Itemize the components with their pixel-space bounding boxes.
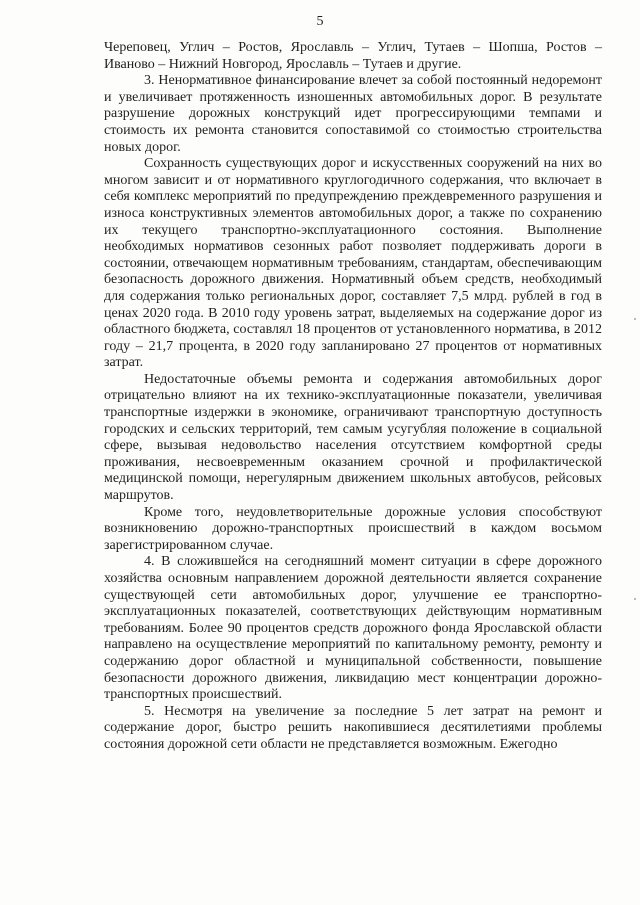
page-number: 5 <box>316 14 324 29</box>
paragraph-insufficient-volumes: Недостаточные объемы ремонта и содержания автомобильных дорог отрицательно влияют на их технико-эксплуатационные показатели, увеличивая транспортные издержки в экономике, ограничивают транспортную доступность городских и сельских территорий, тем самым усугубляя положение в социальной сфере, вызывая недовольство населения отсутствием комфортной среды проживания, несвоевременным оказанием срочной и профилактической медицинской помощи, нерегулярным движением школьных автобусов, рейсовых маршрутов. <box>104 371 602 504</box>
paragraph-4-current-situation: 4. В сложившейся на сегодняшний момент ситуации в сфере дорожного хозяйства основным направлением дорожной деятельности является сохранение существующей сети автомобильных дорог, улучшение ее транспортно-эксплуатационных показателей, соответствующих действующим нормативным требованиям. Более 90 процентов средств дорожного фонда Ярославской области направлено на осуществление мероприятий по капитальному ремонту, ремонту и содержанию дорог областной и муниципальной собственности, повышение безопасности дорожного движения, ликвидацию мест концентрации дорожно-транспортных происшествий. <box>104 554 602 703</box>
paragraph-maintenance: Сохранность существующих дорог и искусственных сооружений на них во многом зависит и от нормативного круглогодичного содержания, что включает в себя комплекс мероприятий по предупреждению преждевременного разрушения и износа конструктивных элементов автомобильных дорог, а также по сохранению их текущего транспортно-эксплуатационного состояния. Выполнение необходимых нормативов сезонных работ позволяет поддерживать дороги в состоянии, отвечающем нормативным требованиям, стандартам, обеспечивающим безопасность дорожного движения. Нормативный объем средств, необходимый для содержания только региональных дорог, составляет 7,5 млрд. рублей в год в ценах 2020 года. В 2010 году уровень затрат, выделяемых на содержание дорог из областного бюджета, составлял 18 процентов от установленного норматива, в 2012 году – 21,7 процента, в 2020 году запланировано 27 процентов от нормативных затрат. <box>104 156 602 371</box>
paragraph-5-despite-increase: 5. Несмотря на увеличение за последние 5 лет затрат на ремонт и содержание дорог, быстро решить накопившиеся десятилетиями проблемы состояния дорожной сети области не представляется возможным. Ежегодно <box>104 703 602 752</box>
paragraph-3-underfunding: 3. Ненормативное финансирование влечет за собой постоянный недоремонт и увеличивает протяженность изношенных автомобильных дорог. В результате разрушение дорожных конструкций идет прогрессирующими темпами и стоимость их ремонта становится сопоставимой со стоимостью строительства новых дорог. <box>104 73 602 155</box>
scan-mark <box>634 318 636 320</box>
paragraph-accidents: Кроме того, неудовлетворительные дорожные условия способствуют возникновению дорожно-транспортных происшествий в каждом восьмом зарегистрированном случае. <box>104 504 602 553</box>
scan-mark <box>634 598 636 600</box>
body-text <box>104 40 602 754</box>
paragraph-continuation: Череповец, Углич – Ростов, Ярославль – Углич, Тутаев – Шопша, Ростов – Иваново – Нижний Новгород, Ярославль – Тутаев и другие. <box>104 40 602 72</box>
